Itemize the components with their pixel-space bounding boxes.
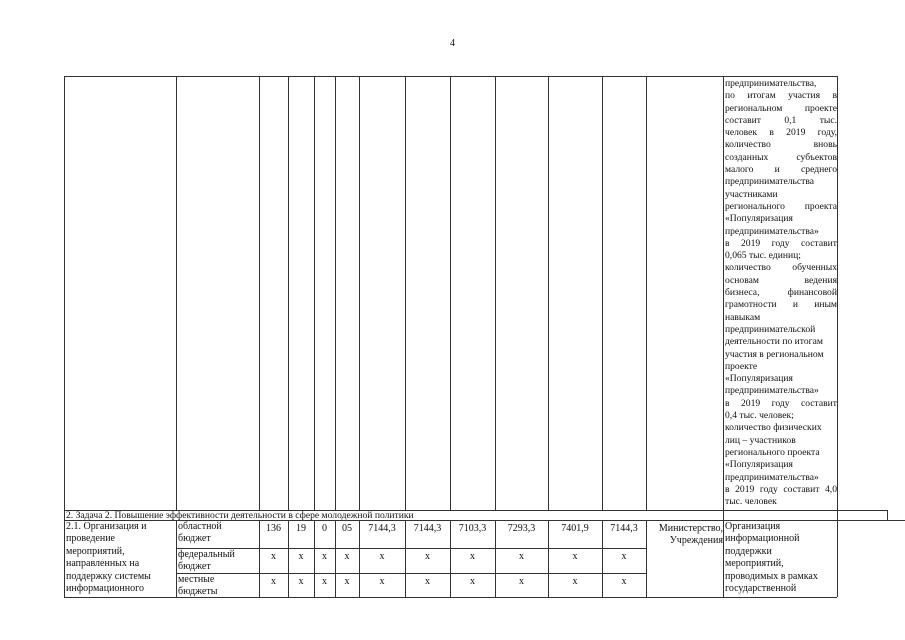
code-cell: 0 bbox=[322, 523, 327, 534]
desc-line: в 2019 году составит bbox=[725, 237, 837, 249]
code-cell: х bbox=[344, 576, 350, 587]
task-header: 2. Задача 2. Повышение эффективности деятельности в сфере молодежной политики bbox=[66, 510, 414, 521]
col-border bbox=[495, 76, 496, 510]
amount-cell: 7144,3 bbox=[368, 523, 396, 534]
desc-line: тыс. человек bbox=[725, 496, 777, 508]
page-number: 4 bbox=[450, 38, 455, 49]
source-line: федеральный bbox=[178, 549, 235, 560]
source-line: бюджет bbox=[178, 533, 211, 545]
desc-line: регионального проекта bbox=[725, 446, 820, 458]
amount-cell: х bbox=[470, 551, 475, 562]
desc-line: основам ведения bbox=[725, 274, 837, 286]
col-border bbox=[288, 76, 289, 510]
desc-line: регионального проекта bbox=[725, 200, 837, 212]
desc-line: в 2019 году составит 4,0 bbox=[725, 483, 837, 495]
result-line: Организация bbox=[725, 521, 781, 532]
col-border bbox=[723, 76, 724, 597]
col-border bbox=[335, 76, 336, 510]
amount-cell: х bbox=[572, 551, 578, 562]
code-cell: х bbox=[271, 551, 276, 562]
source-line: бюджет bbox=[178, 561, 211, 573]
amount-cell: х bbox=[519, 576, 524, 587]
col-border bbox=[887, 510, 888, 520]
amount-cell: 7103,3 bbox=[458, 523, 487, 534]
amount-cell: х bbox=[621, 551, 627, 562]
code-cell: х bbox=[271, 576, 276, 587]
desc-line: малого и среднего bbox=[725, 164, 837, 176]
funding-source bbox=[178, 549, 235, 574]
desc-line: созданных субъектов bbox=[725, 151, 837, 163]
col-border bbox=[548, 76, 549, 510]
result-line: поддержки bbox=[725, 545, 772, 557]
col-border bbox=[646, 76, 647, 510]
desc-line: деятельности по итогам bbox=[725, 336, 823, 348]
col-border bbox=[259, 76, 260, 510]
desc-line: предпринимательства bbox=[725, 176, 815, 188]
desc-line: по итогам участия в bbox=[725, 90, 837, 102]
desc-line: участниками bbox=[725, 188, 778, 200]
desc-line: «Популяризация bbox=[725, 373, 793, 385]
funding-source bbox=[178, 574, 217, 599]
amount-cell: х bbox=[621, 576, 627, 587]
row-divider-source-1 bbox=[176, 548, 646, 549]
desc-line: 0,065 тыс. единиц; bbox=[725, 250, 801, 262]
activity-line: 2.1. Организация и bbox=[66, 521, 147, 532]
desc-line: предпринимательства, bbox=[725, 78, 817, 89]
amount-cell: 7144,3 bbox=[413, 523, 442, 534]
desc-line: количество физических bbox=[725, 422, 822, 434]
amount-cell: х bbox=[425, 576, 430, 587]
desc-line: «Популяризация bbox=[725, 213, 793, 225]
activity-line: информационного bbox=[66, 583, 144, 595]
result-description-continued bbox=[725, 78, 837, 508]
desc-line: грамотности и иным bbox=[725, 299, 837, 311]
desc-line: региональном проекте bbox=[725, 102, 837, 114]
col-border bbox=[450, 76, 451, 510]
code-cell: х bbox=[322, 551, 327, 562]
expected-result bbox=[725, 521, 837, 595]
code-cell: 136 bbox=[266, 523, 281, 534]
desc-line: составит 0,1 тыс. bbox=[725, 114, 837, 126]
amount-cell: х bbox=[572, 576, 578, 587]
activity-line: поддержку системы bbox=[66, 570, 151, 582]
result-line: проводимых в рамках bbox=[725, 570, 818, 582]
amount-cell: х bbox=[519, 551, 524, 562]
col-border bbox=[405, 76, 406, 510]
desc-line: 0,4 тыс. человек; bbox=[725, 410, 794, 422]
amount-cell: 7293,3 bbox=[507, 523, 536, 534]
desc-line: участия в региональном bbox=[725, 348, 824, 360]
source-line: местные bbox=[178, 574, 215, 585]
executor-line: Министерство, bbox=[658, 523, 723, 534]
col-border bbox=[646, 520, 647, 597]
desc-line: лиц – участников bbox=[725, 434, 796, 446]
amount-cell: х bbox=[379, 551, 385, 562]
source-line: областной bbox=[178, 521, 222, 532]
col-border bbox=[837, 76, 838, 597]
result-line: мероприятий, bbox=[725, 558, 784, 570]
desc-line: навыкам bbox=[725, 311, 761, 323]
executor-line: Учреждения bbox=[669, 535, 723, 547]
code-cell: х bbox=[344, 551, 350, 562]
desc-line: предпринимательства» bbox=[725, 471, 819, 483]
col-border bbox=[64, 76, 65, 597]
amount-cell: 7401,9 bbox=[561, 523, 589, 534]
desc-line: бизнеса, финансовой bbox=[725, 287, 837, 299]
result-line: информационной bbox=[725, 533, 800, 545]
desc-line: проекте bbox=[725, 360, 758, 372]
code-cell: 19 bbox=[296, 523, 306, 534]
code-cell: х bbox=[298, 551, 304, 562]
source-line: бюджеты bbox=[178, 586, 218, 598]
col-border bbox=[602, 76, 603, 510]
col-border bbox=[314, 76, 315, 510]
row-divider-source-2 bbox=[176, 573, 646, 574]
desc-line: «Популяризация bbox=[725, 459, 793, 471]
desc-line: количество обученных bbox=[725, 262, 837, 274]
code-cell: х bbox=[322, 576, 327, 587]
desc-line: человек в 2019 году, bbox=[725, 127, 837, 139]
funding-source bbox=[178, 521, 222, 546]
amount-cell: х bbox=[470, 576, 475, 587]
activity-line: проведение bbox=[66, 533, 115, 545]
desc-line: предпринимательской bbox=[725, 323, 816, 335]
desc-line: количество вновь bbox=[725, 139, 837, 151]
amount-cell: х bbox=[425, 551, 430, 562]
col-border bbox=[176, 76, 177, 510]
activity-line: направленных на bbox=[66, 558, 140, 570]
result-line: государственной bbox=[725, 583, 797, 595]
activity-line: мероприятий, bbox=[66, 545, 125, 557]
code-cell: 05 bbox=[342, 523, 352, 534]
amount-cell: 7144,3 bbox=[610, 523, 638, 534]
desc-line: предпринимательства» bbox=[725, 385, 819, 397]
code-cell: х bbox=[298, 576, 304, 587]
amount-cell: х bbox=[379, 576, 385, 587]
activity-name bbox=[66, 521, 176, 595]
desc-line: предпринимательства» bbox=[725, 225, 819, 237]
col-border bbox=[176, 520, 177, 597]
col-border bbox=[359, 76, 360, 510]
desc-line: в 2019 году составит bbox=[725, 397, 837, 409]
executor bbox=[648, 523, 723, 548]
